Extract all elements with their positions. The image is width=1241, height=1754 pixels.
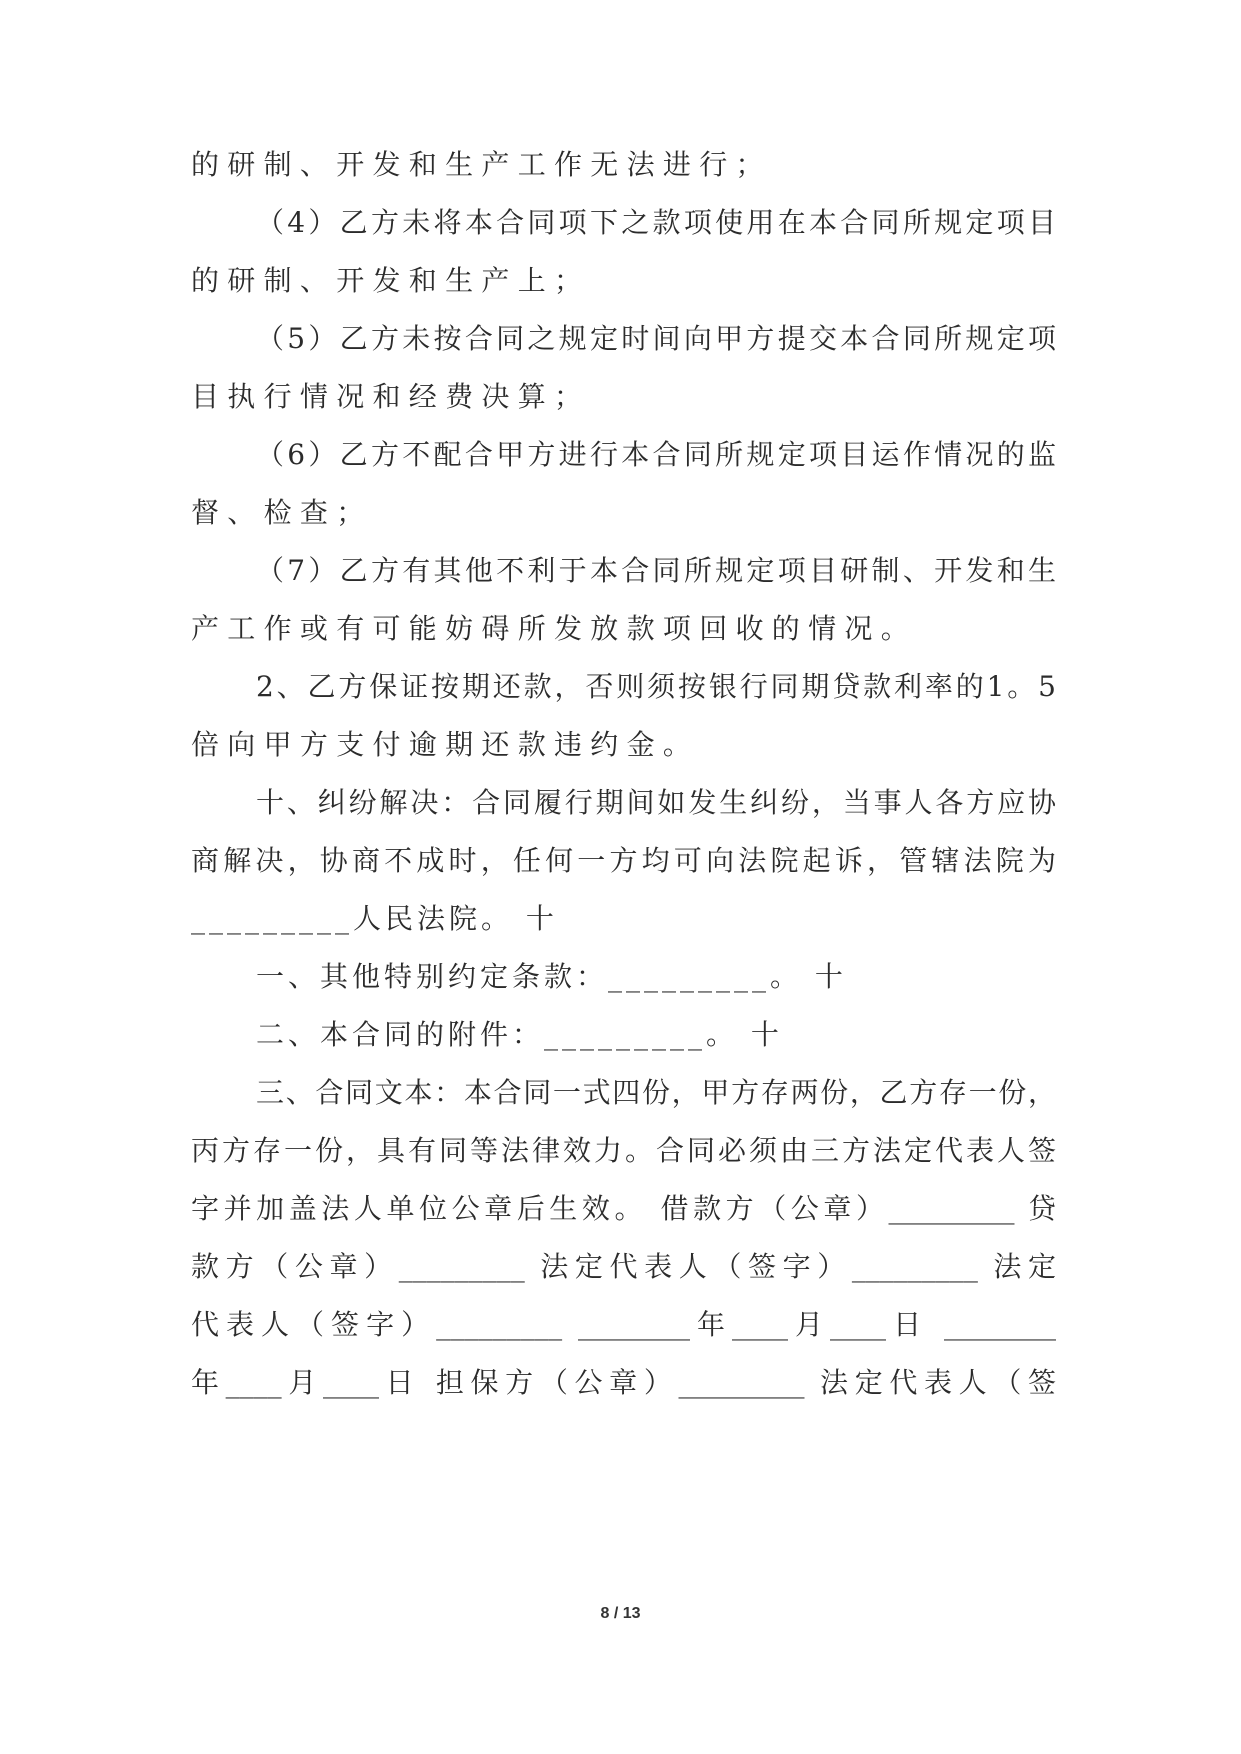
text-line: 十、纠纷解决：合同履行期间如发生纠纷，当事人各方应协	[256, 786, 1056, 819]
text-line: 三、合同文本：本合同一式四份，甲方存两份，乙方存一份，	[256, 1076, 1056, 1109]
page-number: 8 / 13	[600, 1605, 641, 1622]
text-line: 产工作或有可能妨碍所发放款项回收的情况。	[191, 612, 918, 645]
text-line: （6）乙方不配合甲方进行本合同所规定项目运作情况的监	[256, 438, 1056, 471]
text-line: 督、检查；	[191, 496, 373, 529]
text-line: 2、乙方保证按期还款，否则须按银行同期贷款利率的1。5	[256, 670, 1056, 703]
text-line: _________人民法院。 十	[191, 902, 558, 935]
text-line: 商解决，协商不成时，任何一方均可向法院起诉，管辖法院为	[191, 844, 1056, 877]
text-line: 一、其他特别约定条款：_________。 十	[256, 960, 847, 993]
text-line: 代表人（签字）_________ ________年____月____日 ________	[191, 1308, 1056, 1341]
text-line: 的研制、开发和生产上；	[191, 264, 591, 297]
text-line: 倍向甲方支付逾期还款违约金。	[191, 728, 700, 761]
text-line: 目执行情况和经费决算；	[191, 380, 591, 413]
text-line: 二、本合同的附件：_________。 十	[256, 1018, 783, 1051]
text-line: 年____月____日 担保方（公章）_________ 法定代表人（签	[191, 1366, 1056, 1399]
text-line: 的研制、开发和生产工作无法进行；	[191, 148, 772, 181]
text-line: 字并加盖法人单位公章后生效。 借款方（公章）_________ 贷	[191, 1192, 1056, 1225]
text-line: 款方（公章）_________ 法定代表人（签字）_________ 法定	[191, 1250, 1056, 1283]
text-line: （7）乙方有其他不利于本合同所规定项目研制、开发和生	[256, 554, 1056, 587]
text-line: （5）乙方未按合同之规定时间向甲方提交本合同所规定项	[256, 322, 1056, 355]
text-line: 丙方存一份，具有同等法律效力。合同必须由三方法定代表人签	[191, 1134, 1056, 1167]
text-line: （4）乙方未将本合同项下之款项使用在本合同所规定项目	[256, 206, 1056, 239]
